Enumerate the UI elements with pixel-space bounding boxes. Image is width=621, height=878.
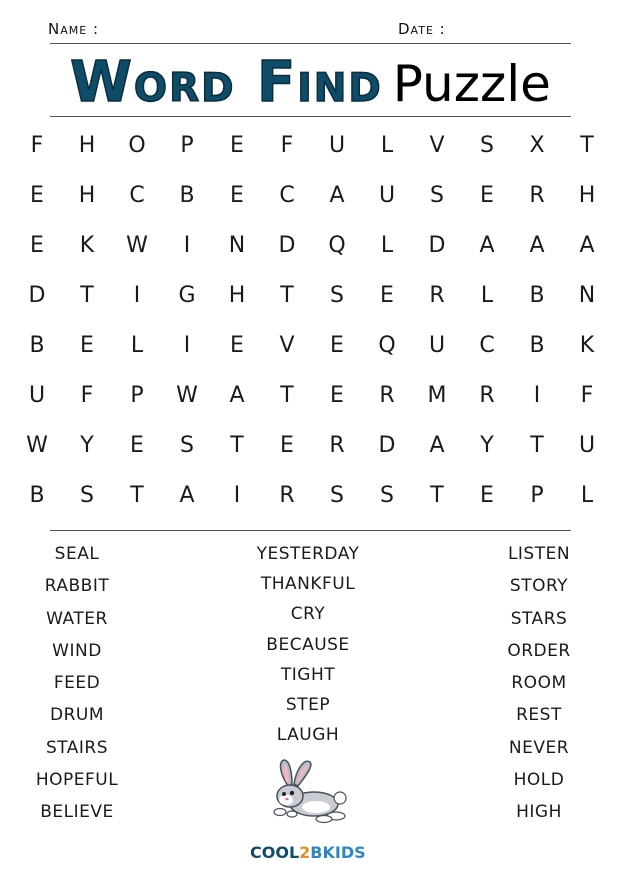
grid-letter: F	[280, 132, 294, 158]
word-list-item: SEAL	[54, 544, 100, 564]
grid-letter: F	[30, 132, 44, 158]
word-list-item: ORDER	[507, 640, 571, 661]
grid-letter: Y	[80, 432, 94, 458]
grid-letter: A	[329, 182, 345, 208]
grid-row	[12, 220, 612, 270]
grid-letter: T	[430, 482, 444, 508]
grid-letter: S	[430, 182, 444, 208]
grid-letter: R	[379, 382, 395, 408]
page-title	[0, 50, 621, 115]
word-list-item: NEVER	[508, 737, 570, 758]
grid-letter: I	[233, 482, 241, 508]
brand-part1: COOL	[250, 843, 300, 862]
grid-letter: P	[130, 382, 144, 408]
word-list-item: RABBIT	[44, 576, 110, 597]
grid-letter: P	[180, 132, 194, 158]
grid-letter: E	[130, 432, 144, 458]
grid-letter: F	[80, 382, 94, 408]
grid-letter: E	[230, 332, 244, 358]
grid-letter: U	[28, 382, 46, 408]
word-list-item: STEP	[285, 694, 331, 715]
grid-letter: Q	[328, 232, 346, 258]
brand-part2: 2	[299, 843, 311, 862]
grid-letter: L	[380, 132, 394, 158]
grid-letter: H	[78, 182, 96, 208]
grid-letter: W	[26, 432, 48, 458]
word-list-item: DRUM	[49, 705, 104, 726]
grid-letter: L	[380, 232, 394, 258]
grid-letter: F	[580, 382, 594, 408]
grid-letter: T	[130, 482, 144, 508]
grid-letter: B	[29, 482, 45, 508]
brand-logo	[250, 843, 380, 862]
word-list-item: LISTEN	[507, 544, 571, 564]
grid-row	[12, 170, 612, 220]
grid-letter: E	[330, 332, 344, 358]
grid-letter: W	[126, 232, 148, 258]
grid-letter: D	[378, 432, 396, 458]
grid-letter: L	[580, 482, 594, 508]
grid-letter: R	[529, 182, 545, 208]
title-sub: Puzzle	[392, 55, 551, 113]
grid-letter: S	[380, 482, 394, 508]
grid-letter: E	[80, 332, 94, 358]
word-list-item: STARS	[510, 608, 568, 629]
grid-row	[12, 120, 612, 170]
grid-letter: U	[378, 182, 396, 208]
grid-letter: B	[529, 332, 545, 358]
word-list-item: BECAUSE	[266, 634, 350, 655]
grid-letter: E	[480, 182, 494, 208]
grid-letter: W	[176, 382, 198, 408]
word-list-item: LAUGH	[276, 725, 340, 746]
grid-row	[12, 270, 612, 320]
word-list-item: YESTERDAY	[256, 544, 360, 564]
grid-letter: S	[330, 282, 344, 308]
grid-letter: I	[133, 282, 141, 308]
grid-letter: I	[533, 382, 541, 408]
grid-letter: E	[230, 182, 244, 208]
grid-letter: U	[578, 432, 596, 458]
grid-letter: E	[380, 282, 394, 308]
grid-letter: L	[480, 282, 494, 308]
word-list-item: STAIRS	[45, 737, 109, 758]
grid-letter: B	[179, 182, 195, 208]
grid-letter: S	[330, 482, 344, 508]
grid-letter: V	[429, 132, 445, 158]
word-list-col2	[238, 543, 378, 754]
grid-letter: B	[29, 332, 45, 358]
grid-letter: C	[129, 182, 145, 208]
grid-letter: D	[278, 232, 296, 258]
word-list-item: REST	[516, 705, 562, 726]
grid-letter: K	[79, 232, 95, 258]
header-rule	[50, 43, 571, 44]
grid-letter: T	[530, 432, 544, 458]
grid-letter: T	[580, 132, 594, 158]
grid-letter: E	[30, 232, 44, 258]
word-list-item: WATER	[46, 608, 108, 629]
grid-letter: T	[230, 432, 244, 458]
grid-letter: E	[330, 382, 344, 408]
grid-letter: N	[578, 282, 596, 308]
grid-letter: X	[529, 132, 545, 158]
word-list-item: HOPEFUL	[35, 770, 119, 791]
title-main: Word Find	[70, 50, 383, 115]
grid-letter: R	[479, 382, 495, 408]
title-rule	[50, 116, 571, 117]
grid-letter: R	[429, 282, 445, 308]
grid-letter: Q	[378, 332, 396, 358]
grid-letter: D	[428, 232, 446, 258]
grid-letter: H	[228, 282, 246, 308]
grid-letter: O	[128, 132, 146, 158]
grid-letter: U	[428, 332, 446, 358]
grid-letter: B	[529, 282, 545, 308]
grid-letter: A	[179, 482, 195, 508]
word-list-item: FEED	[53, 673, 101, 694]
grid-letter: V	[279, 332, 295, 358]
word-list-item: HIGH	[516, 802, 562, 823]
word-list-col3	[469, 543, 609, 834]
word-list-item: CRY	[290, 604, 326, 625]
grid-letter: I	[183, 232, 191, 258]
grid-letter: A	[229, 382, 245, 408]
grid-letter: S	[80, 482, 94, 508]
grid-letter: D	[28, 282, 46, 308]
word-list-item: TIGHT	[280, 664, 336, 685]
grid-letter: N	[228, 232, 246, 258]
grid-letter: S	[180, 432, 194, 458]
grid-letter: A	[479, 232, 495, 258]
grid-letter: E	[30, 182, 44, 208]
grid-letter: P	[530, 482, 544, 508]
grid-row	[12, 320, 612, 370]
grid-letter: Y	[480, 432, 494, 458]
grid-letter: U	[328, 132, 346, 158]
grid-row	[12, 470, 612, 520]
grid-letter: E	[230, 132, 244, 158]
word-list-item: BELIEVE	[40, 802, 114, 823]
grid-letter: A	[579, 232, 595, 258]
grid-letter: T	[80, 282, 94, 308]
grid-letter: L	[130, 332, 144, 358]
grid-letter: M	[427, 382, 447, 408]
date-label: Date :	[398, 20, 446, 38]
word-list-item: WIND	[52, 640, 102, 661]
bunny-icon	[258, 756, 354, 828]
grid-letter: T	[280, 282, 294, 308]
letter-grid	[12, 120, 612, 520]
grid-letter: G	[178, 282, 196, 308]
word-list-item: HOLD	[513, 770, 565, 791]
grid-letter: H	[578, 182, 596, 208]
grid-letter: T	[280, 382, 294, 408]
word-list-item: THANKFUL	[260, 574, 356, 595]
grid-letter: K	[579, 332, 595, 358]
brand-part3: BKIDS	[310, 843, 366, 862]
grid-row	[12, 370, 612, 420]
grid-rule	[50, 530, 571, 531]
grid-letter: R	[329, 432, 345, 458]
grid-letter: A	[429, 432, 445, 458]
word-list-item: ROOM	[511, 673, 567, 694]
grid-letter: H	[78, 132, 96, 158]
grid-letter: I	[183, 332, 191, 358]
word-list-col1	[7, 543, 147, 834]
grid-letter: E	[280, 432, 294, 458]
grid-letter: S	[480, 132, 494, 158]
grid-letter: C	[279, 182, 295, 208]
grid-row	[12, 420, 612, 470]
grid-letter: R	[279, 482, 295, 508]
word-list-item: STORY	[509, 576, 569, 597]
grid-letter: C	[479, 332, 495, 358]
grid-letter: E	[480, 482, 494, 508]
name-label: Name :	[48, 20, 100, 38]
grid-letter: A	[529, 232, 545, 258]
